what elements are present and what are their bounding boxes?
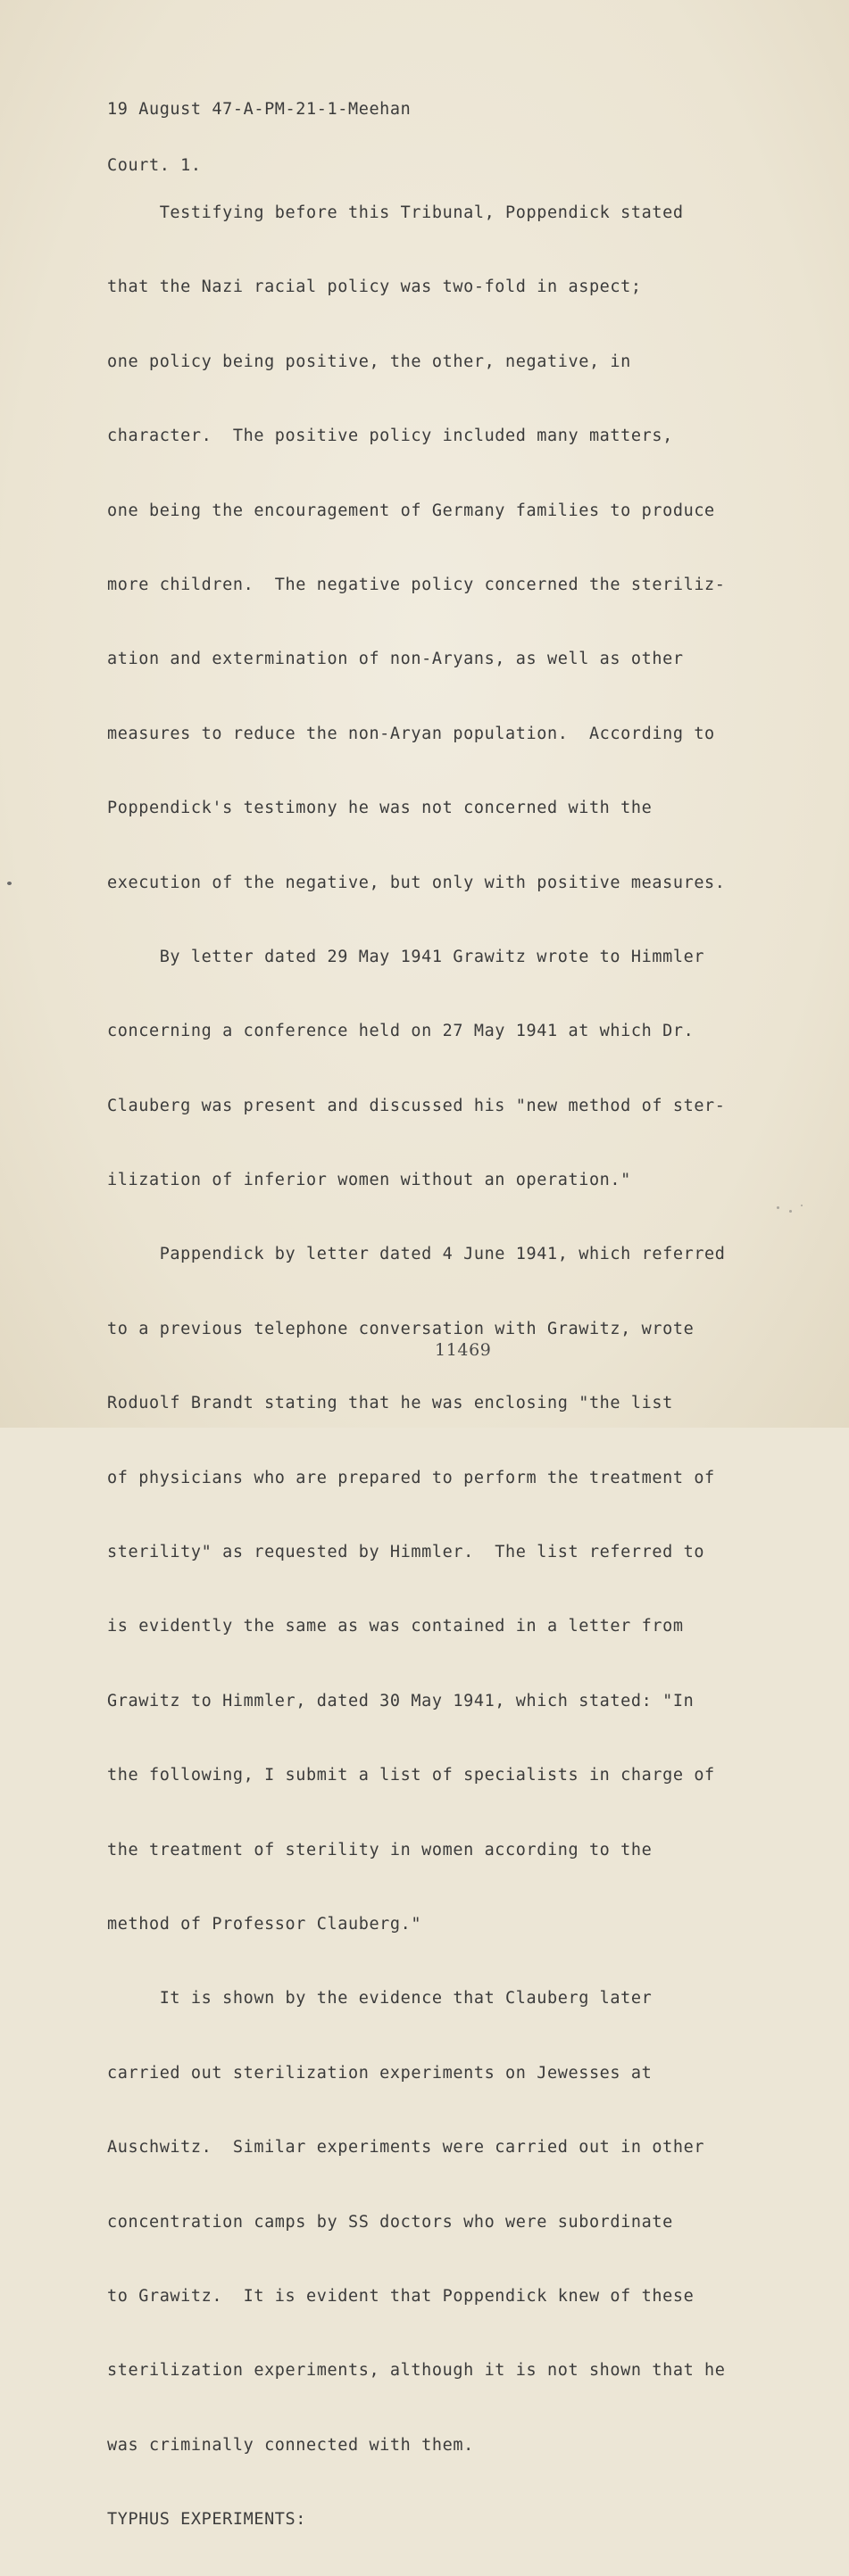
document-body — [107, 157, 726, 2576]
body-line: concerning a conference held on 27 May 1941 at which Dr. — [107, 1022, 695, 1041]
body-line: sterility" as requested by Himmler. The list referred to — [107, 1543, 705, 1562]
header-date-reference: 19 August 47-A-PM-21-1-Meehan — [107, 100, 412, 119]
body-line: Poppendick's testimony he was not concerned with the — [107, 799, 653, 818]
body-line: execution of the negative, but only with positive measures. — [107, 873, 726, 892]
body-line: is evidently the same as was contained in a letter from — [107, 1617, 684, 1636]
body-line: to a previous telephone conversation with Grawitz, wrote — [107, 1319, 695, 1338]
body-line: Clauberg was present and discussed his "new method of ster- — [107, 1096, 726, 1115]
body-line: Grawitz to Himmler, dated 30 May 1941, which stated: "In — [107, 1691, 695, 1710]
body-line: the treatment of sterility in women according to the — [107, 1840, 653, 1860]
body-line: ation and extermination of non-Aryans, as well as other — [107, 650, 684, 669]
body-line: ilization of inferior women without an operation." — [107, 1171, 631, 1190]
body-line: to Grawitz. It is evident that Poppendick knew of these — [107, 2286, 695, 2306]
ink-speck — [7, 882, 12, 885]
body-line: one policy being positive, the other, negative, in — [107, 352, 631, 371]
body-line: was criminally connected with them. — [107, 2435, 474, 2455]
body-line: that the Nazi racial policy was two-fold in aspect; — [107, 277, 642, 297]
body-line: Pappendick by letter dated 4 June 1941, which referred — [107, 1245, 726, 1264]
ink-speck — [789, 1210, 792, 1213]
body-line: By letter dated 29 May 1941 Grawitz wrote to Himmler — [107, 947, 705, 966]
body-line: more children. The negative policy concerned the steriliz- — [107, 575, 726, 594]
body-line: sterilization experiments, although it is not shown that he — [107, 2361, 726, 2381]
body-line: Testifying before this Tribunal, Poppendick stated — [107, 203, 684, 222]
body-line: Auschwitz. Similar experiments were carried out in other — [107, 2138, 705, 2158]
body-line: It is shown by the evidence that Clauberg later — [107, 1989, 653, 2009]
ink-speck — [777, 1206, 779, 1209]
body-line: of physicians who are prepared to perform the treatment of — [107, 1468, 715, 1487]
body-line: character. The positive policy included many matters, — [107, 427, 673, 446]
section-heading: TYPHUS EXPERIMENTS: — [107, 2510, 307, 2530]
body-line: carried out sterilization experiments on Jewesses at — [107, 2063, 653, 2083]
body-line: measures to reduce the non-Aryan population. According to — [107, 724, 715, 743]
body-line: method of Professor Clauberg." — [107, 1914, 422, 1934]
body-line: one being the encouragement of Germany families to produce — [107, 501, 715, 520]
header-court: Court. 1. — [107, 156, 202, 175]
body-line: the following, I submit a list of specialists in charge of — [107, 1766, 715, 1785]
page-number: 11469 — [435, 1340, 492, 1360]
body-line: Roduolf Brandt stating that he was enclosing "the list — [107, 1394, 673, 1413]
ink-speck — [801, 1205, 803, 1206]
body-line: concentration camps by SS doctors who were subordinate — [107, 2212, 673, 2232]
